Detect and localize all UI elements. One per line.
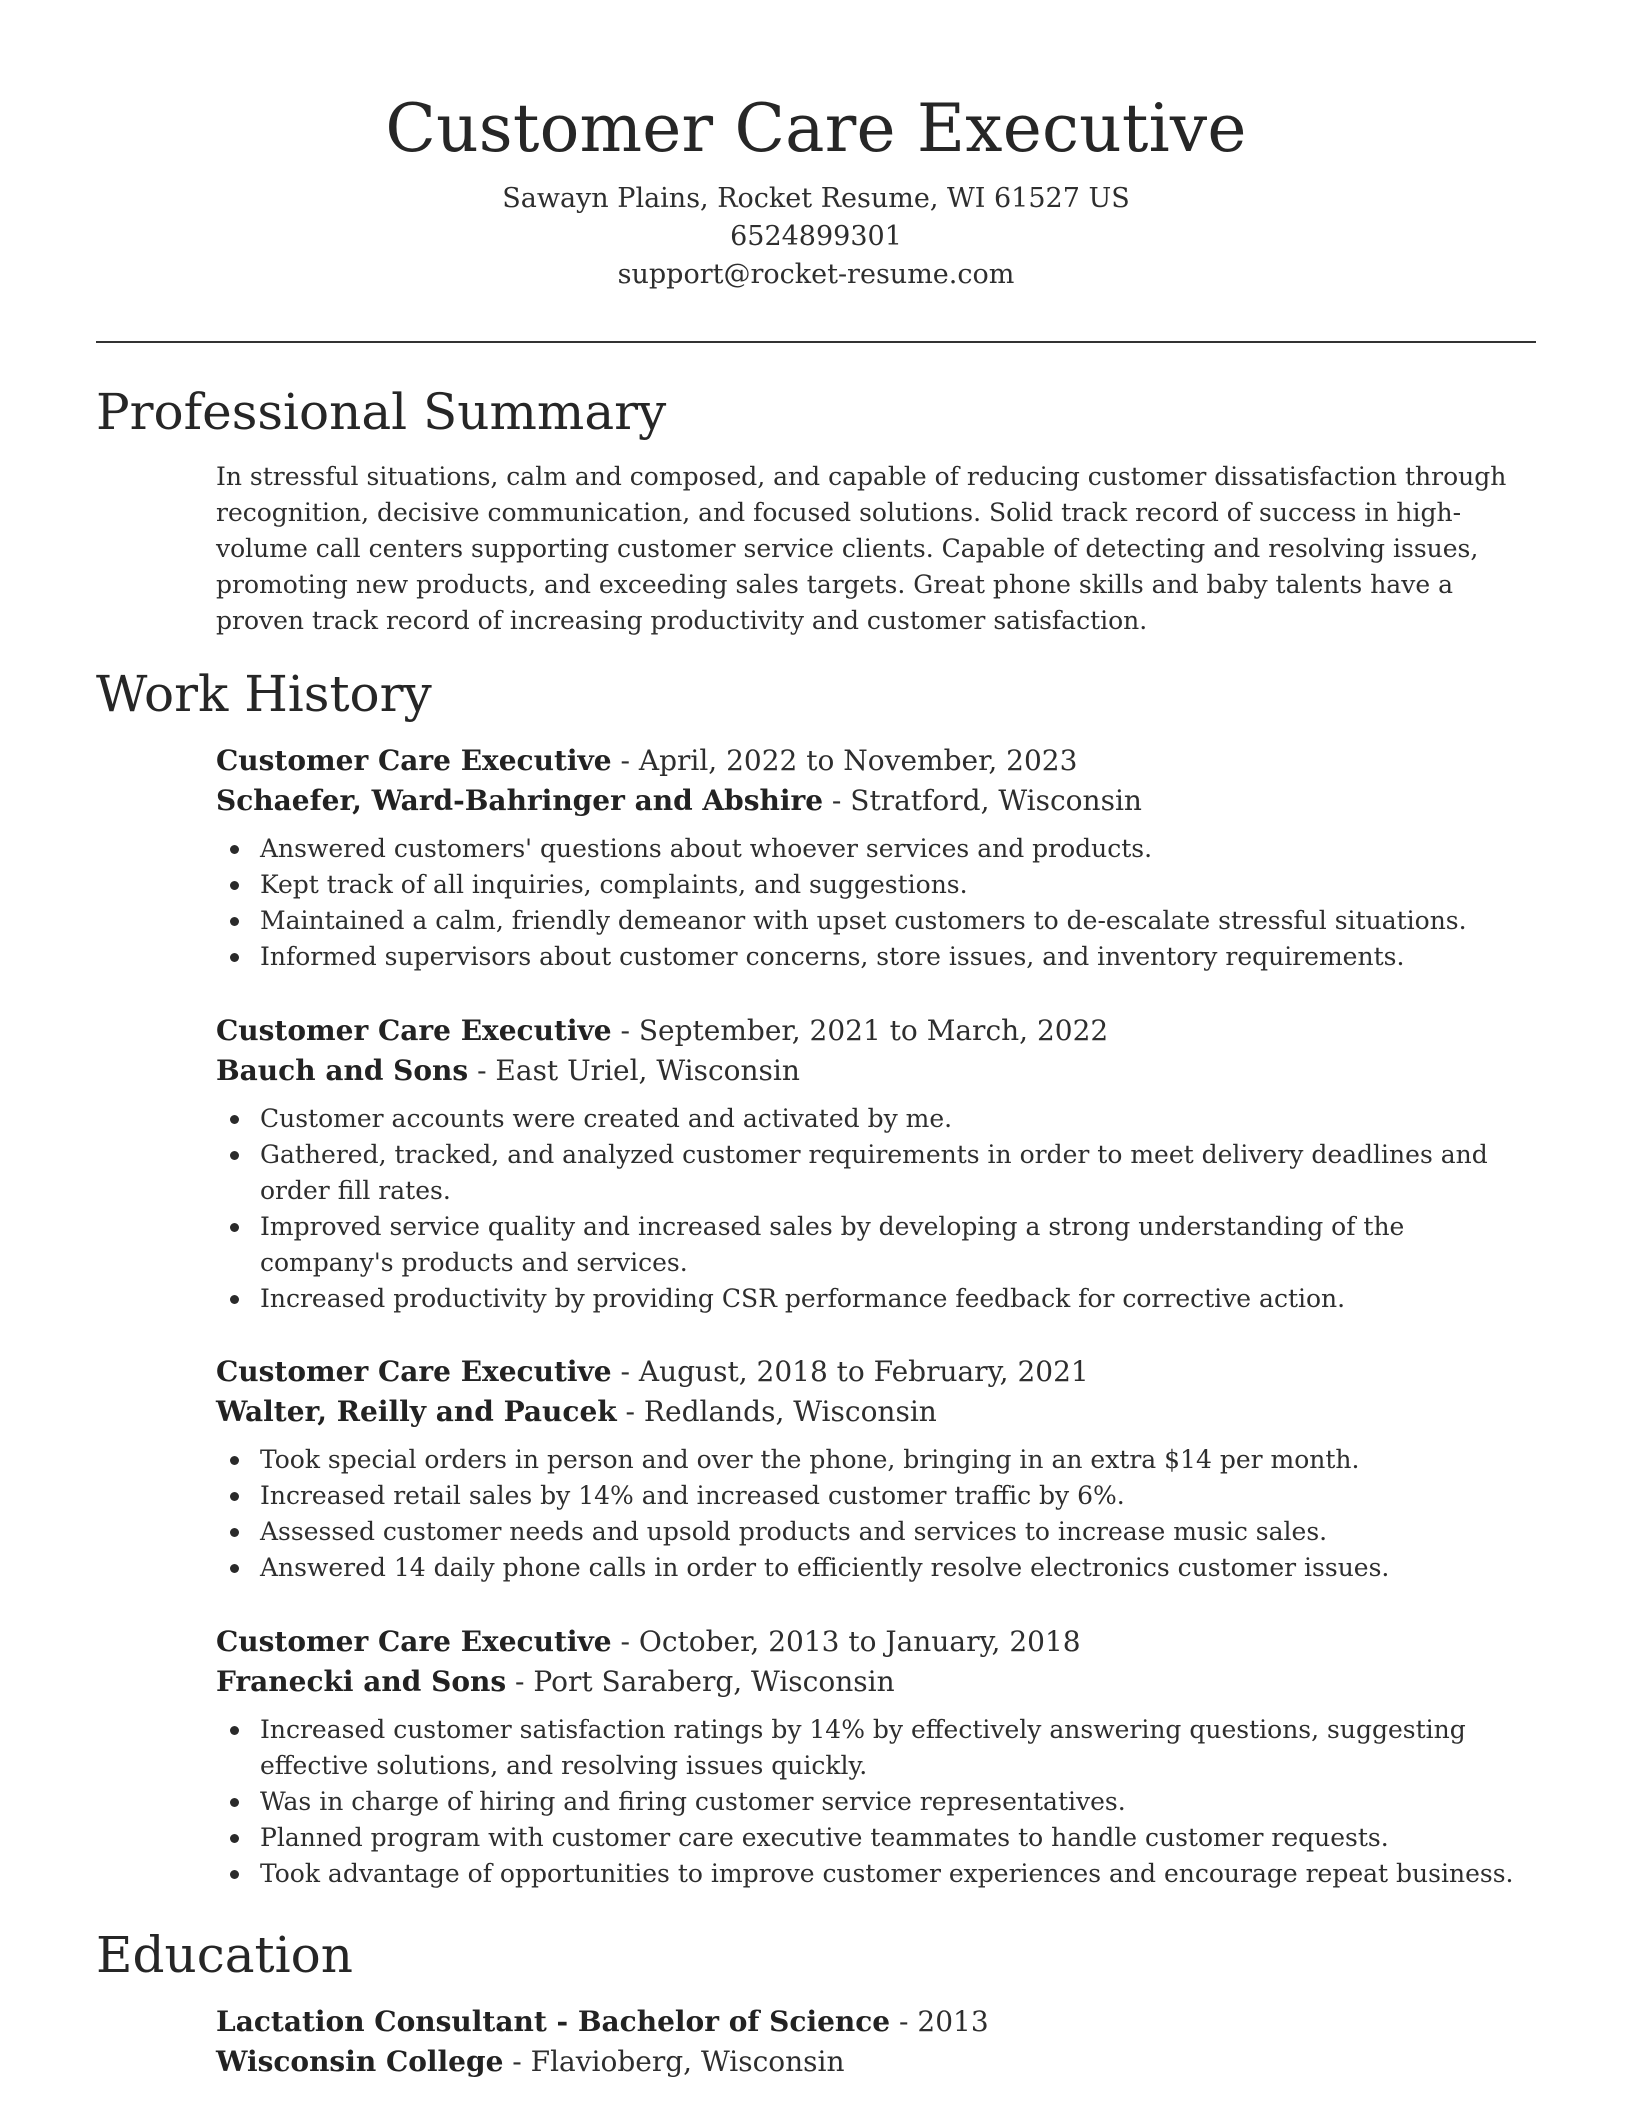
job-title-line [216,1622,1526,1662]
education-location: - Flavioberg, Wisconsin [503,2045,845,2078]
job-location: - Port Saraberg, Wisconsin [506,1665,895,1698]
job-entry [216,741,1526,975]
job-bullet: Assessed customer needs and upsold products and services to increase music sales. [260,1514,1526,1550]
job-bullet: Maintained a calm, friendly demeanor with upset customers to de-escalate stressful situations. [260,903,1526,939]
summary-heading: Professional Summary [96,383,667,441]
job-title-line [216,741,1526,781]
job-bullet: Kept track of all inquiries, complaints, and suggestions. [260,867,1526,903]
contact-address: Sawayn Plains, Rocket Resume, WI 61527 US [502,183,1130,214]
education-school: Wisconsin College [216,2045,504,2078]
work-history-heading: Work History [96,665,432,723]
job-bullet: Increased productivity by providing CSR performance feedback for corrective action. [260,1281,1526,1317]
education-degree: Lactation Consultant - Bachelor of Science [216,2005,891,2038]
job-bullet: Answered customers' questions about whoever services and products. [260,831,1526,867]
job-entry [216,1622,1526,1892]
header-divider [96,341,1536,343]
job-bullet: Took advantage of opportunities to improve customer experiences and encourage repeat business. [260,1856,1526,1892]
job-location: - East Uriel, Wisconsin [468,1054,800,1087]
resume-header [0,78,1632,294]
job-dates: - September, 2021 to March, 2022 [611,1014,1109,1047]
job-location: - Stratford, Wisconsin [823,784,1142,817]
job-bullets [216,1712,1526,1892]
job-title-line [216,1352,1526,1392]
job-bullet: Informed supervisors about customer concerns, store issues, and inventory requirements. [260,939,1526,975]
job-company: Walter, Reilly and Paucek [216,1395,617,1428]
job-company: Schaefer, Ward-Bahringer and Abshire [216,784,824,817]
job-entry [216,1352,1526,1586]
job-bullet: Increased customer satisfaction ratings by 14% by effectively answering questions, suggesting effective solutions, and resolving issues quickly. [260,1712,1526,1784]
contact-phone: 6524899301 [730,221,902,252]
job-bullets [216,831,1526,975]
job-dates: - October, 2013 to January, 2018 [611,1625,1081,1658]
job-company-line [216,781,1526,821]
job-title: Customer Care Executive [216,1014,612,1047]
education-degree-line [216,2002,1526,2042]
job-bullet: Customer accounts were created and activated by me. [260,1101,1526,1137]
job-company-line [216,1662,1526,1702]
education-heading: Education [96,1926,353,1984]
job-title: Customer Care Executive [216,744,612,777]
contact-email: support@rocket-resume.com [617,259,1015,290]
job-title: Customer Care Executive [216,1625,612,1658]
job-bullet: Increased retail sales by 14% and increased customer traffic by 6%. [260,1478,1526,1514]
job-company: Bauch and Sons [216,1054,469,1087]
job-company-line [216,1051,1526,1091]
summary-text: In stressful situations, calm and composed, and capable of reducing customer dissatisfaction through recognition, decisive communication, and focused solutions. Solid track record of success in high-volume call centers supporting customer service clients. Capable of detecting and resolving issues, promoting new products, and exceeding sales targets. Great phone skills and baby talents have a proven track record of increasing productivity and customer satisfaction. [216,462,1507,635]
job-bullets [216,1101,1526,1317]
job-entry [216,1011,1526,1317]
education-entry [216,2002,1526,2082]
job-bullet: Took special orders in person and over the phone, bringing in an extra $14 per month. [260,1442,1526,1478]
education-year: - 2013 [890,2005,989,2038]
job-title-line [216,1011,1526,1051]
job-bullet: Gathered, tracked, and analyzed customer requirements in order to meet delivery deadlines and order fill rates. [260,1137,1526,1209]
job-location: - Redlands, Wisconsin [616,1395,937,1428]
job-bullet: Answered 14 daily phone calls in order to efficiently resolve electronics customer issues. [260,1550,1526,1586]
education-school-line [216,2042,1526,2082]
summary-block [216,459,1526,639]
job-dates: - April, 2022 to November, 2023 [611,744,1078,777]
job-company-line [216,1392,1526,1432]
job-bullet: Improved service quality and increased sales by developing a strong understanding of the company's products and services. [260,1209,1526,1281]
candidate-name: Customer Care Executive [385,90,1247,167]
job-bullets [216,1442,1526,1586]
job-bullet: Was in charge of hiring and firing customer service representatives. [260,1784,1526,1820]
job-dates: - August, 2018 to February, 2021 [611,1355,1089,1388]
job-company: Franecki and Sons [216,1665,507,1698]
job-bullet: Planned program with customer care executive teammates to handle customer requests. [260,1820,1526,1856]
job-title: Customer Care Executive [216,1355,612,1388]
